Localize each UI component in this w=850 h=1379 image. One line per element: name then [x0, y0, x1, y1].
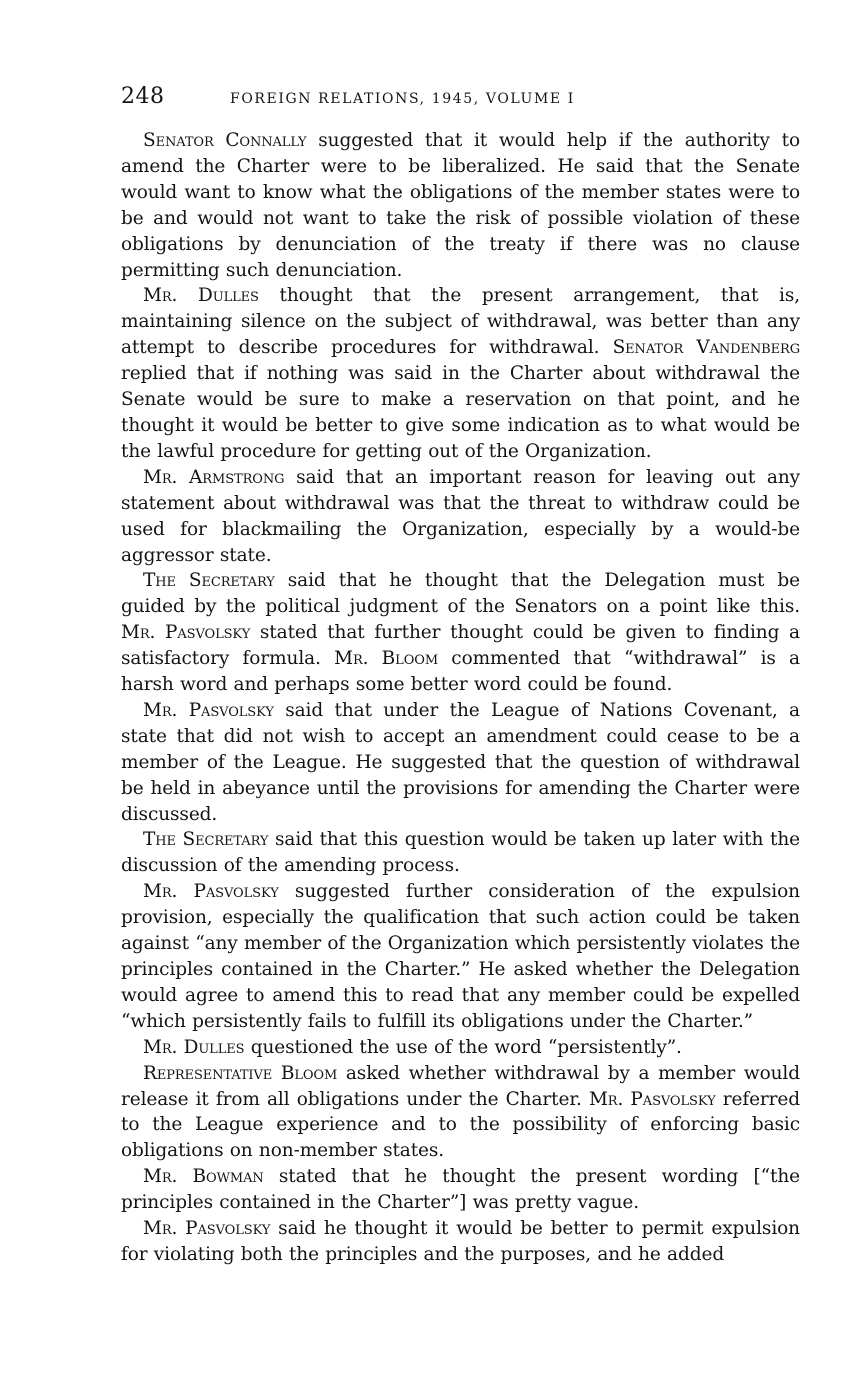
- paragraph-text: said that an important reason for leaving out any statement about withdrawal was that the threat to withdraw could be used for blackmailing the Organization, especially by a would-be aggressor state.: [121, 466, 800, 566]
- paragraph-text: said that under the League of Nations Covenant, a state that did not wish to accept an amendment could cease to be a member of the League. He suggested that the question of withdrawal be held in abeyance until the provisions for amending the Charter were discussed.: [121, 699, 800, 825]
- speaker-name: Mr. Bloom: [334, 648, 439, 670]
- paragraph-text: suggested further consideration of the expulsion provision, especially the qualification that such action could be taken against “any member of the Organization which persistently violates the principles contained in the Charter.” He asked whether the Delegation would agree to amend this to read that any member could be expelled “which persistently fails to fulfill its obligations under the Charter.”: [121, 881, 800, 1032]
- speaker-name: Mr. Pasvolsky: [143, 1218, 271, 1240]
- paragraph-text: questioned the use of the word “persistently”.: [244, 1036, 682, 1058]
- speaker-name: Mr. Armstrong: [143, 466, 285, 488]
- speaker-name: The Secretary: [143, 570, 275, 592]
- speaker-name: Mr. Bowman: [143, 1166, 264, 1188]
- speaker-name: Senator Connally: [143, 130, 307, 151]
- running-head: [121, 84, 800, 110]
- paragraph: [121, 1216, 800, 1268]
- paragraph-text: commented that “withdrawal” is a harsh word and perhaps some better word could be found.: [121, 648, 800, 696]
- body-text: [121, 128, 800, 1268]
- paragraph: [121, 698, 800, 828]
- paragraph-text: asked whether withdrawal by a member would release it from all obligations under the Charter.: [121, 1062, 800, 1110]
- paragraph-text: suggested that it would help if the authority to amend the Charter were to be liberalized. He said that the Senate would want to know what the obligations of the member states were to be and would not want to take the risk of possible violation of these obligations by denunciation of the treaty if there was no clause permitting such denunciation.: [121, 130, 800, 281]
- paragraph-text: said he thought it would be better to permit expulsion for violating both the principles and the purposes, and he added: [121, 1218, 800, 1265]
- speaker-name: Mr. Dulles: [143, 285, 259, 307]
- speaker-name: Mr. Pasvolsky: [143, 881, 279, 903]
- paragraph: [121, 1164, 800, 1216]
- running-title: FOREIGN RELATIONS, 1945, VOLUME I: [230, 91, 575, 107]
- paragraph-text: stated that he thought the present wording [“the principles contained in the Charter”] was pretty vague.: [121, 1166, 800, 1214]
- paragraph: [121, 827, 800, 879]
- paragraph-text: stated that further thought could be given to finding a satisfactory formula.: [121, 622, 800, 670]
- paragraph: [121, 1035, 800, 1061]
- paragraph: [121, 879, 800, 1034]
- paragraph-text: thought that the present arrangement, that is, maintaining silence on the subject of withdrawal, was better than any attempt to describe procedures for withdrawal.: [121, 285, 800, 359]
- speaker-name: The Secretary: [143, 829, 269, 851]
- paragraph-text: replied that if nothing was said in the Charter about withdrawal the Senate would be sure to make a reservation on that point, and he thought it would be better to give some indication as to what would be the lawful procedure for getting out of the Organization.: [121, 363, 800, 462]
- paragraph: [121, 1061, 800, 1165]
- paragraph: [121, 465, 800, 569]
- speaker-name: Mr. Pasvolsky: [121, 622, 251, 644]
- speaker-name: Mr. Dulles: [143, 1036, 245, 1058]
- paragraph-text: referred to the League experience and to the possibility of enforcing basic obligations on non-member states.: [121, 1088, 800, 1162]
- speaker-name: Mr. Pasvolsky: [143, 699, 274, 721]
- paragraph: [121, 283, 800, 464]
- paragraph: [121, 568, 800, 698]
- speaker-name: Senator Vandenberg: [612, 337, 800, 359]
- page-number: 248: [121, 84, 165, 109]
- paragraph: [121, 128, 800, 283]
- speaker-name: Representative Bloom: [143, 1062, 338, 1084]
- paragraph-text: said that he thought that the Delegation must be guided by the political judgment of the Senators on a point like this.: [121, 570, 800, 618]
- speaker-name: Mr. Pasvolsky: [588, 1088, 716, 1110]
- paragraph-text: said that this question would be taken up later with the discussion of the amending process.: [121, 829, 801, 877]
